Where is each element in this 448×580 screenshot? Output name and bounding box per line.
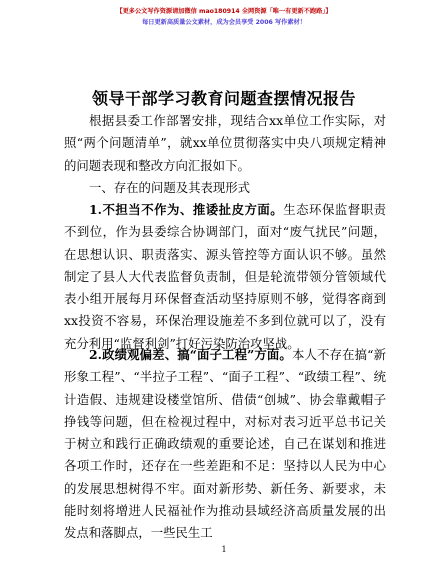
resource-banner-line2: 每日更新高质量公文素材，成为会员享受 2006 写作素材！ (142, 19, 306, 26)
item2-lead: 2.政绩观偏差、搞“面子工程”方面。 (89, 347, 292, 362)
item2-body: 本人不存在搞“新形象工程”、“半拉子工程”、“面子工程”、“政绩工程”、统计造假、违规建设楼堂馆所、借债“创城”、协会靠戴帽子挣钱等问题，但在检视过程中，对标对表习近平总书记关于树立和践行正确政绩观的重要论述，自己在谋划和推进各项工作时，还存在一些差距和不足：坚持以人民为中心的发展思想树得不牢。面对新形势、新任务、新要求，未能时刻将增进人民福祉作为推动县域经济高质量发展的出发点和落脚点，一些民生工 (64, 347, 386, 541)
item1-lead: 1.不担当不作为、推诿扯皮方面。 (89, 202, 284, 217)
item2-paragraph (64, 344, 386, 545)
intro-paragraph: 根据县委工作部署安排，现结合xx单位工作实际，对照“两个问题清单”，就xx单位贯彻落实中央八项规定精神的问题表现和整改方向汇报如下。 (64, 113, 386, 173)
item1-paragraph (64, 199, 386, 355)
page-number: 1 (221, 545, 227, 554)
resource-banner-line1: 【更多公文写作资源请加微信 mao180914 全网资源「唯一有更新不跑路」】 (116, 8, 332, 15)
document-title: 领导干部学习教育问题查摆情况报告 (91, 89, 356, 108)
section1-heading: 一、存在的问题及其表现形式 (89, 180, 251, 195)
item1-body: 生态环保监督职责不到位，作为县委综合协调部门，面对“废气扰民”问题，在思想认识、职责落实、源头管控等方面认识不够。虽然制定了县人大代表监督负责制，但是轮流带领分管领域代表小组开展每月环保督查活动坚持原则不够，觉得客商到xx投资不容易，环保治理设施差不多到位就可以了，没有充分利用“监督利剑”打好污染防治攻坚战。 (64, 202, 387, 351)
